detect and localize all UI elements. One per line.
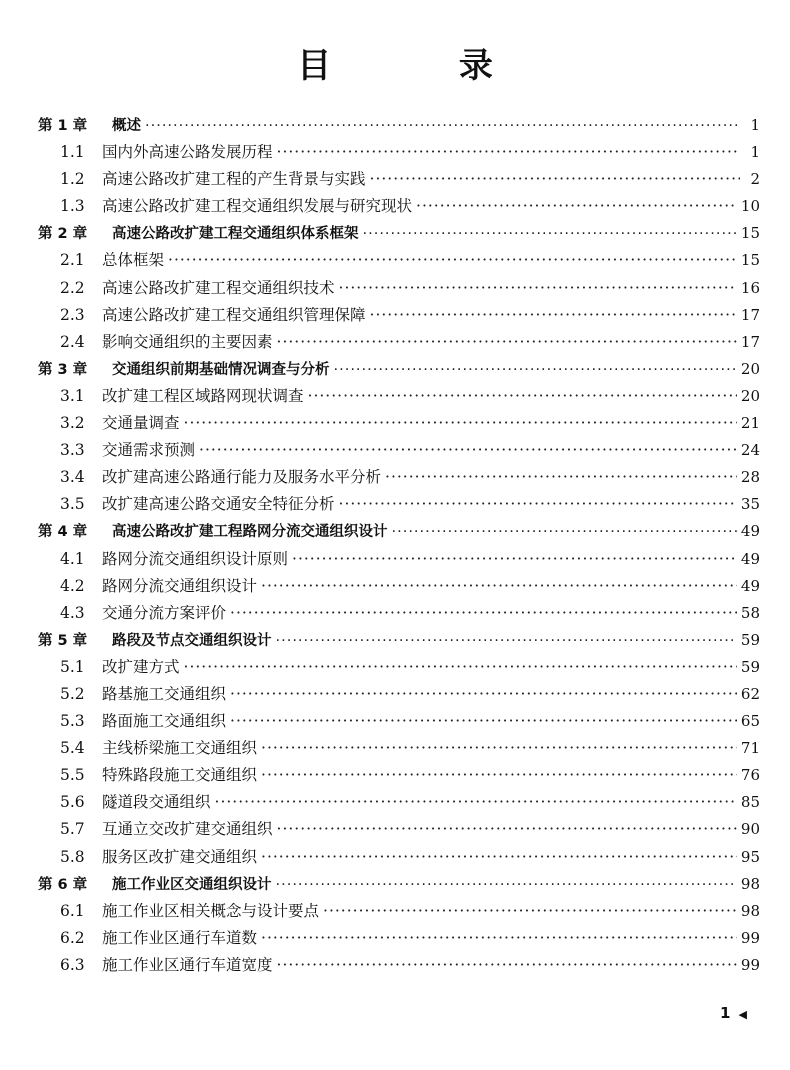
toc-section-entry[interactable] (38, 898, 760, 925)
dot-leader (276, 628, 737, 655)
toc-entry-number: 5.2 (60, 684, 85, 703)
dot-leader (323, 898, 737, 925)
toc-entry-number: 2.4 (60, 332, 85, 351)
toc-entry-page: 65 (740, 712, 760, 731)
dot-leader (261, 573, 737, 600)
dot-leader (416, 193, 737, 220)
toc-entry-page: 15 (740, 251, 760, 270)
toc-entry-page: 20 (740, 359, 760, 378)
toc-entry-page: 98 (740, 874, 760, 893)
toc-entry-title: 影响交通组织的主要因素 (102, 332, 273, 351)
toc-chapter-entry[interactable] (38, 627, 760, 654)
toc-entry-number: 3.4 (60, 468, 85, 487)
dot-leader (277, 329, 737, 356)
toc-entry-number: 5.8 (60, 847, 85, 866)
dot-leader (277, 952, 737, 979)
toc-section-entry[interactable] (38, 139, 760, 166)
dot-leader (199, 437, 737, 464)
toc-entry-page: 2 (750, 170, 760, 189)
toc-chapter-entry[interactable] (38, 871, 760, 898)
toc-section-entry[interactable] (38, 762, 760, 789)
toc-entry-number: 第 6 章 (38, 876, 88, 893)
dot-leader (392, 519, 737, 546)
toc-entry-number: 2.1 (60, 251, 85, 270)
toc-entry-number: 4.3 (60, 603, 85, 622)
toc-entry-title: 交通量调查 (102, 414, 180, 433)
toc-entry-number: 6.3 (60, 955, 85, 974)
dot-leader (230, 600, 737, 627)
toc-entry-page: 49 (740, 576, 760, 595)
toc-entry-page: 1 (750, 116, 760, 134)
dot-leader (385, 464, 737, 491)
toc-chapter-entry[interactable] (38, 356, 760, 383)
toc-entry-page: 49 (740, 549, 760, 568)
toc-entry-number: 第 1 章 (38, 118, 88, 134)
toc-entry-number: 5.5 (60, 766, 85, 785)
left-triangle-icon: ◀ (738, 1008, 747, 1021)
toc-section-entry[interactable] (38, 789, 760, 816)
toc-entry-page: 90 (740, 820, 760, 839)
toc-entry-title: 高速公路改扩建工程交通组织发展与研究现状 (102, 197, 413, 216)
dot-leader (261, 735, 737, 762)
toc-entry-number: 5.6 (60, 793, 85, 812)
toc-entry-page: 98 (740, 901, 760, 920)
toc-entry-title: 高速公路改扩建工程交通组织技术 (102, 278, 335, 297)
dot-leader (145, 113, 740, 140)
page-footer (720, 1004, 747, 1022)
toc-entry-title: 服务区改扩建交通组织 (102, 847, 258, 866)
toc-entry-page: 10 (740, 197, 760, 216)
toc-entry-page: 62 (740, 684, 760, 703)
toc-entry-number: 3.5 (60, 495, 85, 514)
toc-entry-title: 改扩建高速公路通行能力及服务水平分析 (102, 468, 382, 487)
toc-section-entry[interactable] (38, 464, 760, 491)
toc-section-entry[interactable] (38, 654, 760, 681)
dot-leader (339, 275, 737, 302)
toc-entry-number: 6.2 (60, 928, 85, 947)
toc-entry-number: 第 4 章 (38, 524, 88, 541)
toc-entry-number: 3.1 (60, 386, 85, 405)
toc-entry-title: 互通立交改扩建交通组织 (102, 820, 273, 839)
toc-entry-title: 路基施工交通组织 (102, 684, 227, 703)
toc-section-entry[interactable] (38, 735, 760, 762)
toc-entry-title: 施工作业区交通组织设计 (112, 876, 272, 893)
toc-section-entry[interactable] (38, 166, 760, 193)
dot-leader (292, 546, 737, 573)
toc-entry-title: 路面施工交通组织 (102, 712, 227, 731)
toc-entry-page: 95 (740, 847, 760, 866)
toc-entry-number: 3.3 (60, 441, 85, 460)
toc-entry-page: 58 (740, 603, 760, 622)
toc-chapter-entry[interactable] (38, 518, 760, 545)
toc-entry-number: 6.1 (60, 901, 85, 920)
toc-entry-number: 2.3 (60, 305, 85, 324)
toc-section-entry[interactable] (38, 600, 760, 627)
toc-entry-title: 概述 (112, 118, 141, 134)
toc-section-entry[interactable] (38, 247, 760, 274)
toc-entry-number: 第 2 章 (38, 226, 88, 243)
toc-section-entry[interactable] (38, 573, 760, 600)
dot-leader (184, 654, 737, 681)
toc-entry-number: 第 3 章 (38, 361, 88, 378)
toc-entry-page: 17 (740, 305, 760, 324)
page-title: 目 录 (297, 46, 551, 86)
toc-entry-title: 特殊路段施工交通组织 (102, 766, 258, 785)
toc-section-entry[interactable] (38, 437, 760, 464)
toc-section-entry[interactable] (38, 329, 760, 356)
toc-section-entry[interactable] (38, 844, 760, 871)
dot-leader (363, 221, 737, 248)
toc-entry-page: 35 (740, 495, 760, 514)
dot-leader (277, 139, 740, 166)
toc-entry-number: 5.3 (60, 712, 85, 731)
toc-section-entry[interactable] (38, 491, 760, 518)
dot-leader (276, 872, 737, 899)
toc-entry-number: 5.7 (60, 820, 85, 839)
dot-leader (184, 410, 737, 437)
toc-section-entry[interactable] (38, 952, 760, 979)
toc-entry-number: 5.4 (60, 739, 85, 758)
toc-entry-title: 改扩建高速公路交通安全特征分析 (102, 495, 335, 514)
toc-section-entry[interactable] (38, 708, 760, 735)
toc-entry-title: 高速公路改扩建工程路网分流交通组织设计 (112, 524, 388, 541)
toc-entry-page: 76 (740, 766, 760, 785)
toc-entry-number: 4.2 (60, 576, 85, 595)
toc-entry-number: 1.1 (60, 143, 85, 162)
toc-entry-title: 施工作业区通行车道数 (102, 928, 258, 947)
toc-entry-title: 改扩建方式 (102, 657, 180, 676)
toc-entry-title: 高速公路改扩建工程交通组织管理保障 (102, 305, 366, 324)
toc-entry-number: 1.3 (60, 197, 85, 216)
toc-entry-title: 主线桥梁施工交通组织 (102, 739, 258, 758)
toc-section-entry[interactable] (38, 193, 760, 220)
toc-entry-title: 高速公路改扩建工程交通组织体系框架 (112, 226, 359, 243)
toc-section-entry[interactable] (38, 546, 760, 573)
dot-leader (261, 762, 737, 789)
dot-leader (261, 925, 737, 952)
dot-leader (339, 491, 737, 518)
dot-leader (370, 302, 737, 329)
toc-section-entry[interactable] (38, 681, 760, 708)
toc-section-entry[interactable] (38, 816, 760, 843)
toc-entry-title: 路网分流交通组织设计 (102, 576, 258, 595)
toc-chapter-entry[interactable] (38, 112, 760, 139)
toc-entry-page: 99 (740, 928, 760, 947)
toc-entry-number: 1.2 (60, 170, 85, 189)
toc-entry-number: 3.2 (60, 414, 85, 433)
toc-entry-title: 施工作业区相关概念与设计要点 (102, 901, 320, 920)
toc-entry-title: 国内外高速公路发展历程 (102, 143, 273, 162)
toc-entry-page: 15 (740, 224, 760, 243)
dot-leader (308, 383, 737, 410)
toc-entry-page: 28 (740, 468, 760, 487)
toc-entry-page: 17 (740, 332, 760, 351)
toc-entry-number: 4.1 (60, 549, 85, 568)
toc-entry-page: 85 (740, 793, 760, 812)
toc-entry-page: 59 (740, 630, 760, 649)
dot-leader (168, 247, 737, 274)
toc-section-entry[interactable] (38, 925, 760, 952)
dot-leader (261, 844, 737, 871)
toc-entry-page: 21 (740, 414, 760, 433)
toc-entry-title: 路段及节点交通组织设计 (112, 632, 272, 649)
dot-leader (230, 708, 737, 735)
toc-section-entry[interactable] (38, 383, 760, 410)
toc-entry-number: 2.2 (60, 278, 85, 297)
toc-entry-title: 高速公路改扩建工程的产生背景与实践 (102, 170, 366, 189)
toc-entry-page: 49 (740, 522, 760, 541)
toc-entry-page: 59 (740, 657, 760, 676)
toc-entry-page: 1 (750, 143, 760, 162)
table-of-contents (38, 112, 760, 979)
toc-entry-title: 施工作业区通行车道宽度 (102, 955, 273, 974)
toc-entry-title: 路网分流交通组织设计原则 (102, 549, 289, 568)
toc-section-entry[interactable] (38, 302, 760, 329)
toc-section-entry[interactable] (38, 410, 760, 437)
toc-entry-page: 24 (740, 441, 760, 460)
toc-entry-title: 改扩建工程区域路网现状调查 (102, 386, 304, 405)
dot-leader (277, 816, 737, 843)
toc-entry-page: 16 (740, 278, 760, 297)
toc-entry-title: 交通组织前期基础情况调查与分析 (112, 361, 330, 378)
toc-chapter-entry[interactable] (38, 220, 760, 247)
toc-entry-page: 71 (740, 739, 760, 758)
toc-entry-title: 交通需求预测 (102, 441, 196, 460)
toc-entry-number: 5.1 (60, 657, 85, 676)
dot-leader (230, 681, 737, 708)
dot-leader (370, 166, 740, 193)
toc-entry-number: 第 5 章 (38, 632, 88, 649)
toc-entry-title: 隧道段交通组织 (102, 793, 211, 812)
page-number: 1 (720, 1004, 731, 1022)
toc-section-entry[interactable] (38, 275, 760, 302)
toc-entry-page: 20 (740, 386, 760, 405)
dot-leader (334, 357, 737, 384)
toc-entry-page: 99 (740, 955, 760, 974)
dot-leader (215, 789, 737, 816)
toc-entry-title: 交通分流方案评价 (102, 603, 227, 622)
toc-entry-title: 总体框架 (102, 251, 165, 270)
